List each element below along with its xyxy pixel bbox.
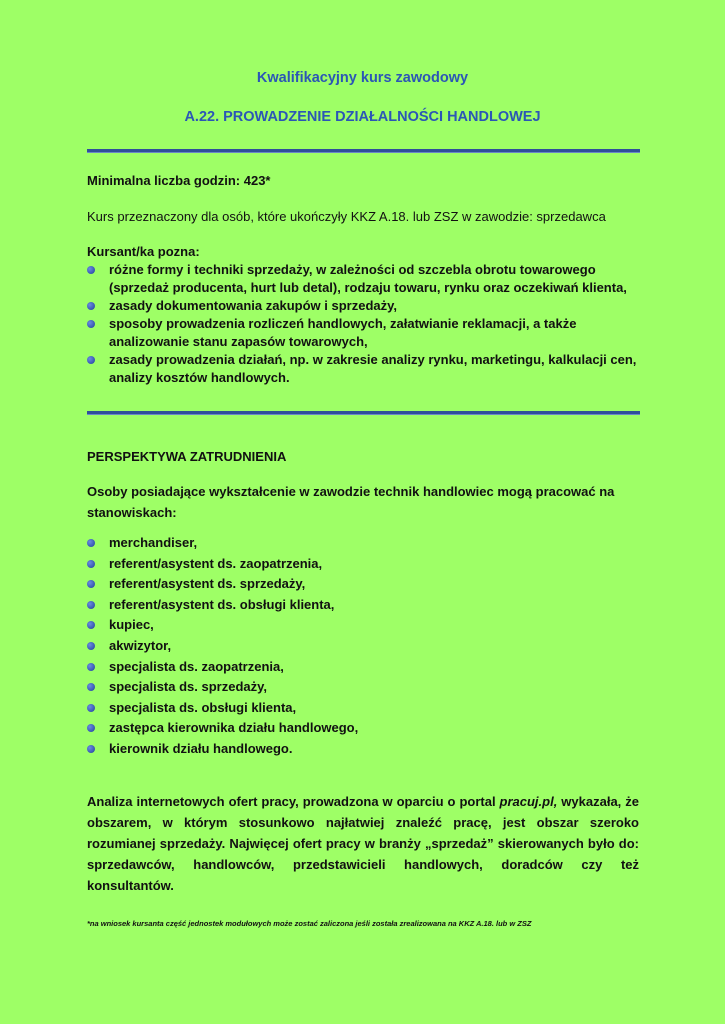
bullet-icon [87, 580, 95, 588]
list-item [87, 574, 358, 595]
bullet-icon [87, 704, 95, 712]
list-item-line: (sprzedaż producenta, hurt lub detal), rodzaju towaru, rynku oraz oczekiwań klienta, [109, 280, 627, 295]
analysis-text: wykazała, że obszarem, w którym stosunkowo najłatwiej znaleźć pracę, jest obszar szeroko rozumianej sprzedaży. Najwięcej ofert pracy w branży „sprzedaż” skierowanych było do: sprzedawców, handlowców, przedstawicieli handlowych, doradców czy też konsultantów. [87, 794, 639, 893]
portal-name: pracuj.pl, [499, 794, 558, 809]
bullet-icon [87, 745, 95, 753]
list-item-line: analizowanie stanu zapasów towarowych, [109, 334, 368, 349]
job-title: kierownik działu handlowego. [109, 740, 293, 756]
analysis-text: Analiza internetowych ofert pracy, prowadzona w oparciu o portal [87, 794, 500, 809]
course-audience: Kurs przeznaczony dla osób, które ukończyły KKZ A.18. lub ZSZ w zawodzie: sprzedawca [87, 209, 606, 224]
list-item [87, 261, 636, 297]
employment-intro [87, 481, 614, 523]
divider-middle [87, 411, 640, 415]
list-item [87, 657, 358, 678]
list-item [87, 636, 358, 657]
job-title: specjalista ds. zaopatrzenia, [109, 658, 284, 674]
bullet-icon [87, 539, 95, 547]
job-title: merchandiser, [109, 535, 198, 550]
list-item [87, 297, 636, 315]
list-item [87, 351, 636, 387]
bullet-icon [87, 642, 95, 650]
job-market-analysis [87, 791, 639, 896]
job-title: referent/asystent ds. zaopatrzenia, [109, 555, 323, 571]
course-code-title: A.22. PROWADZENIE DZIAŁALNOŚCI HANDLOWEJ [184, 109, 541, 125]
bullet-icon [87, 302, 95, 310]
list-item [87, 554, 358, 575]
jobs-list [87, 533, 358, 760]
list-item [87, 315, 636, 351]
job-title: referent/asystent ds. sprzedaży, [109, 576, 306, 592]
bullet-icon [87, 560, 95, 568]
bullet-icon [87, 663, 95, 671]
learn-heading: Kursant/ka pozna: [87, 244, 200, 259]
list-item-line: zasady dokumentowania zakupów i sprzedaży, [109, 298, 397, 313]
employment-heading: PERSPEKTYWA ZATRUDNIENIA [87, 449, 287, 464]
bullet-icon [87, 724, 95, 732]
bullet-icon [87, 266, 95, 274]
list-item [87, 739, 358, 760]
job-title: akwizytor, [109, 637, 172, 653]
page-title: Kwalifikacyjny kurs zawodowy [256, 70, 469, 86]
min-hours: Minimalna liczba godzin: 423* [87, 173, 271, 188]
job-title: referent/asystent ds. obsługi klienta, [109, 596, 335, 612]
list-item [87, 677, 358, 698]
bullet-icon [87, 683, 95, 691]
divider-top [87, 149, 640, 153]
list-item [87, 533, 358, 554]
job-title: specjalista ds. sprzedaży, [109, 679, 267, 695]
bullet-icon [87, 320, 95, 328]
bullet-icon [87, 621, 95, 629]
employment-intro-line: Osoby posiadające wykształcenie w zawodzie technik handlowiec mogą pracować na [87, 484, 615, 499]
bullet-icon [87, 356, 95, 364]
job-title: zastępca kierownika działu handlowego, [109, 720, 359, 736]
employment-intro-line: stanowiskach: [87, 505, 177, 520]
list-item [87, 595, 358, 616]
list-item [87, 615, 358, 636]
learn-list [87, 261, 636, 387]
list-item-line: sposoby prowadzenia rozliczeń handlowych, załatwianie reklamacji, a także [109, 316, 577, 331]
job-title: kupiec, [109, 617, 154, 633]
list-item-line: różne formy i techniki sprzedaży, w zależności od szczebla obrotu towarowego [109, 262, 596, 277]
bullet-icon [87, 601, 95, 609]
list-item-line: analizy kosztów handlowych. [109, 370, 290, 385]
job-title: specjalista ds. obsługi klienta, [109, 699, 297, 715]
list-item-line: zasady prowadzenia działań, np. w zakresie analizy rynku, marketingu, kalkulacji cen, [109, 352, 637, 367]
list-item [87, 718, 358, 739]
list-item [87, 698, 358, 719]
footnote: *na wniosek kursanta część jednostek modułowych może zostać zaliczona jeśli została zrealizowana na KKZ A.18. lub w ZSZ [87, 919, 532, 928]
